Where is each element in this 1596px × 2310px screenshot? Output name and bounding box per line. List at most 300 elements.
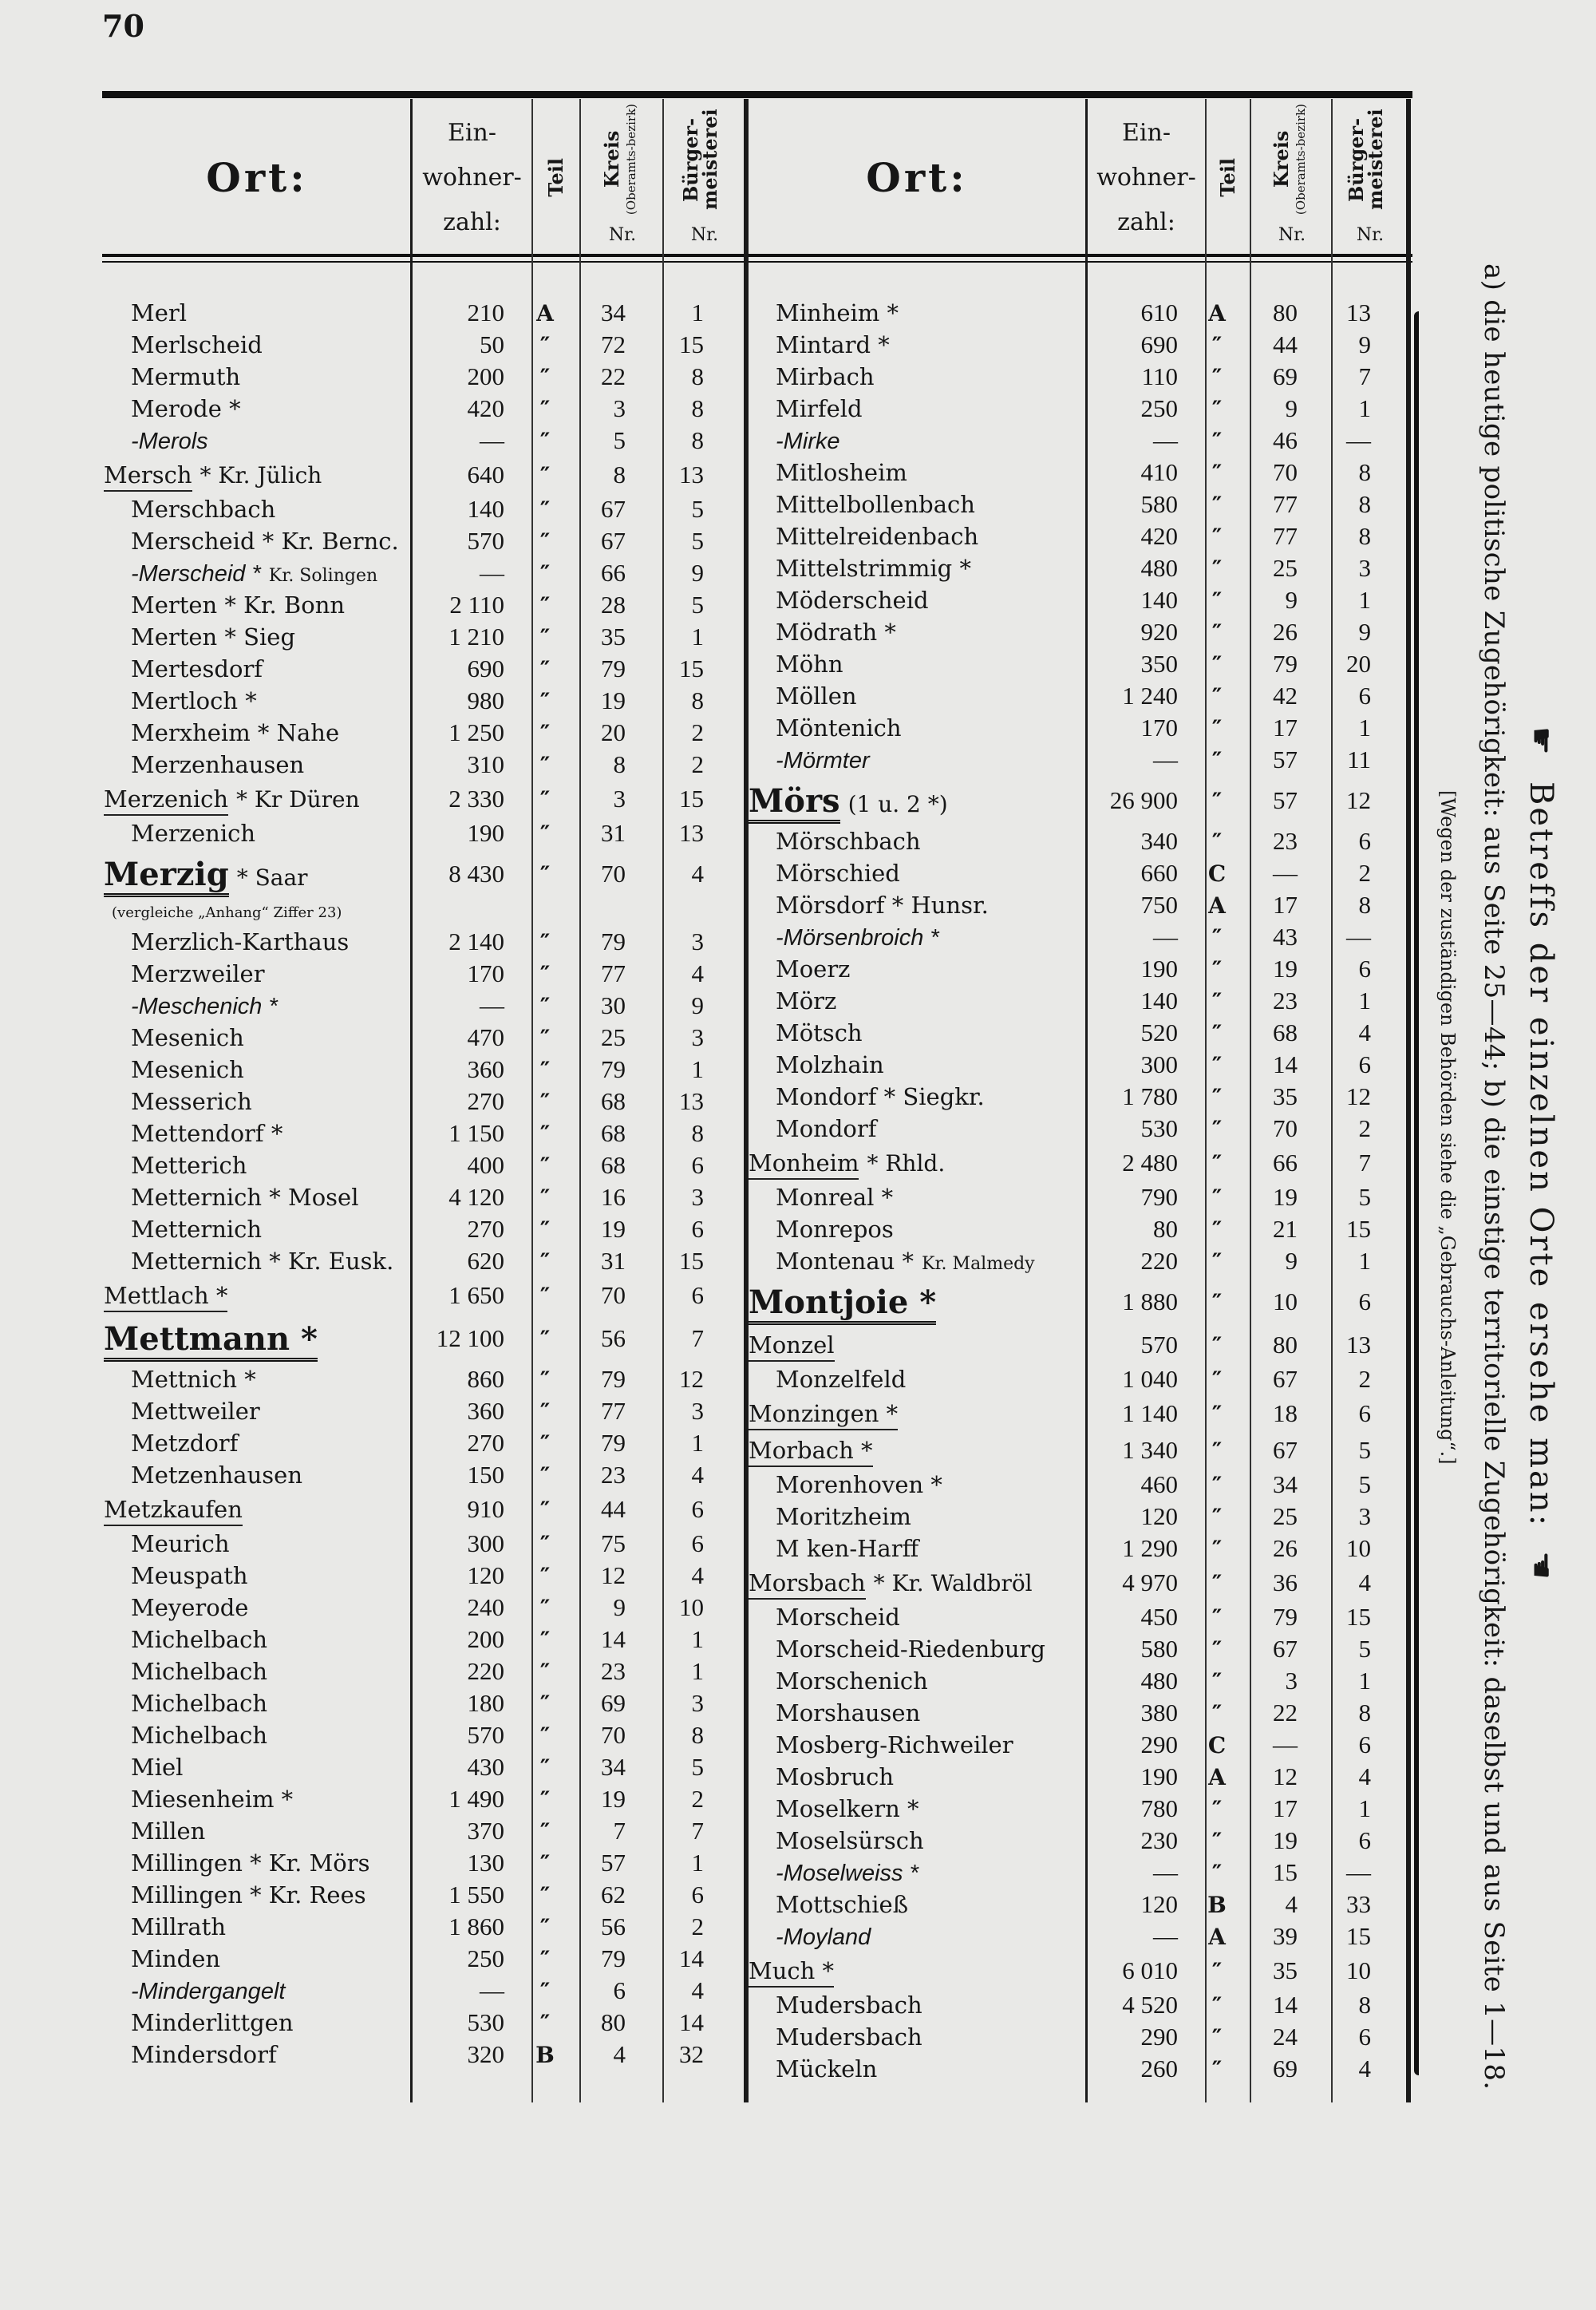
place-cell	[104, 1366, 410, 1393]
place-cell	[104, 751, 410, 778]
table-row	[104, 1363, 728, 1395]
place-name: Mirbach	[776, 363, 875, 390]
page-number: 70	[102, 8, 144, 44]
table-row	[104, 1911, 728, 1943]
header-buerger-text: Bürger-meisterei	[679, 109, 721, 211]
population-cell: 200	[467, 362, 504, 390]
kreis-nr-cell: 44	[1273, 330, 1298, 358]
population-cell: 150	[467, 1461, 504, 1489]
header-buerger	[664, 104, 744, 216]
buergermeisterei-nr-cell: 2	[691, 1912, 704, 1940]
place-name: Mettmann *	[104, 1320, 318, 1362]
place-cell	[749, 1731, 1085, 1758]
kreis-nr-cell: 34	[601, 1753, 626, 1781]
kreis-nr-cell: 3	[1285, 1667, 1298, 1695]
buergermeisterei-nr-cell: 4	[691, 1976, 704, 2004]
place-name: -Mirke	[776, 428, 840, 454]
kreis-nr-cell: 6	[613, 1976, 626, 2004]
population-cell: —	[480, 991, 504, 1019]
place-name: Moselkern *	[776, 1795, 919, 1822]
buergermeisterei-nr-cell: 13	[1346, 299, 1371, 326]
buergermeisterei-nr-cell: 6	[1358, 1050, 1371, 1078]
table-row	[104, 1022, 728, 1054]
place-cell	[749, 2023, 1085, 2051]
place-cell	[749, 1083, 1085, 1110]
population-cell: 80	[1153, 1215, 1178, 1243]
kreis-nr-cell: 17	[1273, 891, 1298, 919]
buergermeisterei-nr-cell: 6	[691, 1881, 704, 1909]
kreis-nr-cell: 21	[1273, 1215, 1298, 1243]
table-row	[104, 1624, 728, 1655]
place-name: Mertloch *	[131, 687, 257, 714]
teil-cell: A	[1208, 892, 1226, 919]
buergermeisterei-nr-cell: 2	[1358, 1114, 1371, 1142]
buergermeisterei-nr-cell: 5	[1358, 1183, 1371, 1211]
buergermeisterei-nr-cell: 8	[691, 1721, 704, 1749]
place-cell	[749, 587, 1085, 614]
kreis-nr-cell: 68	[601, 1087, 626, 1115]
population-cell: 270	[467, 1087, 504, 1115]
table-row	[749, 1113, 1395, 1145]
table-row	[749, 520, 1395, 552]
place-name: Morenhoven *	[776, 1471, 942, 1498]
teil-cell: ″	[539, 1977, 551, 2004]
place-cell	[104, 1496, 410, 1523]
kreis-nr-cell: 9	[1285, 1247, 1298, 1275]
teil-cell: C	[1207, 860, 1227, 887]
buergermeisterei-nr-cell: 4	[691, 1461, 704, 1489]
place-name: Metternich * Mosel	[131, 1184, 359, 1211]
population-cell: 190	[1140, 1762, 1178, 1790]
buergermeisterei-nr-cell: 8	[691, 426, 704, 454]
kreis-nr-cell: 19	[1273, 1826, 1298, 1854]
population-cell: 910	[467, 1495, 504, 1523]
place-name: Morbach *	[749, 1437, 873, 1467]
place-name: Meyerode	[131, 1594, 249, 1621]
buergermeisterei-nr-cell: 20	[1346, 650, 1371, 678]
table-row	[749, 1989, 1395, 2021]
place-qualifier: Kr. Malmedy	[922, 1254, 1035, 1274]
population-cell: —	[480, 559, 504, 587]
buergermeisterei-nr-cell: 4	[691, 860, 704, 888]
buergermeisterei-nr-cell: 6	[691, 1529, 704, 1557]
place-name: Merten * Kr. Bonn	[131, 591, 346, 619]
teil-cell: ″	[1211, 1400, 1223, 1427]
place-cell	[104, 820, 410, 847]
population-cell: 410	[1140, 458, 1178, 486]
place-name: Mindersdorf	[131, 2041, 277, 2068]
place-cell	[104, 1248, 410, 1275]
population-cell: 1 780	[1122, 1082, 1178, 1110]
place-name: Minheim *	[776, 299, 899, 326]
population-cell: 4 520	[1122, 1991, 1178, 2019]
table-row	[104, 926, 728, 958]
buergermeisterei-nr-cell: 8	[691, 1119, 704, 1147]
population-cell: 530	[1140, 1114, 1178, 1142]
table-row	[749, 825, 1395, 857]
place-name: Merode *	[131, 395, 241, 422]
population-cell: 1 550	[448, 1881, 504, 1909]
kreis-nr-cell: 68	[1273, 1019, 1298, 1046]
place-name: Millingen * Kr. Rees	[131, 1881, 366, 1909]
place-cell	[104, 427, 410, 455]
place-name: -Moselweiss *	[776, 1860, 918, 1886]
header-nr: Nr.	[608, 225, 637, 245]
table-row	[104, 1847, 728, 1879]
teil-cell: ″	[539, 395, 551, 422]
table-row	[104, 557, 728, 589]
place-cell	[749, 1503, 1085, 1530]
teil-cell: ″	[539, 1366, 551, 1393]
table-row	[749, 1049, 1395, 1081]
place-cell	[104, 1562, 410, 1589]
population-cell: 180	[467, 1689, 504, 1717]
table-row	[104, 1149, 728, 1181]
teil-cell: ″	[1211, 587, 1223, 614]
place-cell	[104, 904, 410, 921]
table-row	[104, 1879, 728, 1911]
place-cell	[749, 714, 1085, 742]
buergermeisterei-nr-cell: 6	[691, 1281, 704, 1309]
population-cell: —	[480, 426, 504, 454]
population-cell: 420	[467, 394, 504, 422]
population-cell: 460	[1140, 1470, 1178, 1498]
population-cell: 480	[1140, 554, 1178, 582]
kreis-nr-cell: 66	[601, 559, 626, 587]
kreis-nr-cell: 68	[601, 1151, 626, 1179]
population-cell: 140	[1140, 586, 1178, 614]
kreis-nr-cell: 18	[1273, 1399, 1298, 1427]
teil-cell: ″	[1211, 1471, 1223, 1498]
place-cell	[104, 1626, 410, 1653]
place-cell	[104, 1530, 410, 1557]
place-name: Michelbach	[131, 1626, 268, 1653]
population-cell: 610	[1140, 299, 1178, 326]
kreis-nr-cell: 80	[1273, 1331, 1298, 1359]
place-name: Millrath	[131, 1913, 227, 1940]
teil-cell: ″	[539, 960, 551, 987]
table-row	[104, 525, 728, 557]
place-cell	[104, 2009, 410, 2036]
kreis-nr-cell: 23	[601, 1657, 626, 1685]
kreis-nr-cell: 46	[1273, 426, 1298, 454]
place-cell	[104, 528, 410, 555]
table-row	[749, 552, 1395, 584]
teil-cell: ″	[539, 719, 551, 746]
table-row	[104, 1592, 728, 1624]
place-name: Much *	[749, 1957, 834, 1988]
place-name: Mötsch	[776, 1019, 863, 1046]
teil-cell: ″	[1211, 1604, 1223, 1631]
kreis-nr-cell: 8	[613, 461, 626, 489]
place-cell	[749, 1149, 1085, 1177]
population-cell: 430	[467, 1753, 504, 1781]
teil-cell: ″	[539, 1562, 551, 1589]
place-cell	[104, 331, 410, 358]
buergermeisterei-nr-cell: 3	[691, 1023, 704, 1051]
place-name: Merzenich	[104, 785, 228, 816]
place-cell	[104, 2041, 410, 2068]
kreis-nr-cell: 56	[601, 1324, 626, 1352]
place-name: Montenau *	[776, 1248, 915, 1275]
pointing-hand-icon: ☚	[1523, 1551, 1559, 1583]
buergermeisterei-nr-cell: 5	[1358, 1436, 1371, 1464]
kreis-nr-cell: 57	[1273, 786, 1298, 814]
place-name: Mondorf * Siegkr.	[776, 1083, 985, 1110]
place-name: Mörz	[776, 987, 837, 1015]
header-einw-line: zahl:	[1117, 208, 1175, 236]
kreis-nr-cell: 69	[601, 1689, 626, 1717]
table-row	[749, 1245, 1395, 1277]
place-cell	[104, 1977, 410, 2005]
buergermeisterei-nr-cell: 7	[691, 1817, 704, 1845]
place-cell	[749, 1535, 1085, 1562]
header-einw-line: Ein-	[1122, 118, 1171, 147]
kreis-nr-cell: 16	[601, 1183, 626, 1211]
kreis-nr-cell: 25	[1273, 554, 1298, 582]
table-row	[749, 921, 1395, 953]
table-row	[104, 1117, 728, 1149]
population-cell: 220	[1140, 1247, 1178, 1275]
place-cell	[104, 1282, 410, 1309]
place-cell	[749, 955, 1085, 983]
teil-cell: ″	[539, 1462, 551, 1489]
table-row	[749, 1533, 1395, 1564]
place-name: Merschbach	[131, 496, 276, 523]
place-name: -Merscheid *	[131, 560, 261, 587]
table-row	[104, 781, 728, 817]
place-name: Metternich * Kr. Eusk.	[131, 1248, 394, 1275]
teil-cell: ″	[1211, 459, 1223, 486]
header-teil-text: Teil	[544, 158, 567, 197]
population-cell: 140	[467, 495, 504, 523]
buergermeisterei-nr-cell: 6	[1358, 2023, 1371, 2051]
kreis-nr-cell: 3	[613, 785, 626, 813]
place-cell	[749, 1763, 1085, 1790]
kreis-nr-cell: 30	[601, 991, 626, 1019]
place-name: Metzenhausen	[131, 1462, 302, 1489]
header-nr: Nr.	[690, 225, 719, 245]
place-name: Mittelreidenbach	[776, 523, 979, 550]
table-row	[749, 297, 1395, 329]
population-cell: 570	[467, 527, 504, 555]
teil-cell: ″	[539, 820, 551, 847]
teil-cell: ″	[1211, 1699, 1223, 1727]
place-name: Merzenhausen	[131, 751, 305, 778]
population-cell: 420	[1140, 522, 1178, 550]
header-rule-1	[102, 254, 1412, 257]
place-name: Mettlach *	[104, 1282, 227, 1312]
table-row	[749, 1564, 1395, 1601]
buergermeisterei-nr-cell: 12	[1346, 786, 1371, 814]
side-note-text: Betreffs der einzelnen Orte ersehe man:	[1523, 781, 1559, 1528]
buergermeisterei-nr-cell: 6	[1358, 955, 1371, 983]
table-row	[104, 393, 728, 425]
teil-cell: ″	[1211, 2055, 1223, 2083]
kreis-nr-cell: 67	[1273, 1365, 1298, 1393]
buergermeisterei-nr-cell: 1	[1358, 987, 1371, 1015]
table-row	[104, 1687, 728, 1719]
buergermeisterei-nr-cell: 8	[1358, 490, 1371, 518]
table-row	[749, 1469, 1395, 1501]
kreis-nr-cell: 9	[613, 1593, 626, 1621]
teil-cell: ″	[1211, 746, 1223, 773]
place-name: Mesenich	[131, 1056, 244, 1083]
teil-cell: ″	[539, 1945, 551, 1972]
teil-cell: ″	[1211, 1331, 1223, 1359]
place-cell	[749, 395, 1085, 422]
teil-cell: ″	[539, 496, 551, 523]
teil-cell: ″	[539, 461, 551, 489]
buergermeisterei-nr-cell: 9	[1358, 330, 1371, 358]
place-cell	[104, 1184, 410, 1211]
teil-cell: ″	[1211, 1569, 1223, 1596]
population-cell: 570	[1140, 1331, 1178, 1359]
place-name: Mörschied	[776, 860, 900, 887]
buergermeisterei-nr-cell: —	[1346, 426, 1371, 454]
place-cell	[104, 1056, 410, 1083]
population-cell: 1 490	[448, 1785, 504, 1813]
kreis-nr-cell: 23	[1273, 827, 1298, 855]
header-einw-line: wohner-	[1096, 163, 1196, 192]
buergermeisterei-nr-cell: 9	[691, 991, 704, 1019]
table-row	[749, 1920, 1395, 1952]
population-cell: 580	[1140, 1635, 1178, 1663]
teil-cell: ″	[539, 785, 551, 813]
teil-cell: ″	[1211, 1667, 1223, 1695]
population-cell: 480	[1140, 1667, 1178, 1695]
buergermeisterei-nr-cell: 15	[679, 785, 704, 813]
buergermeisterei-nr-cell: 9	[1358, 618, 1371, 646]
place-cell	[749, 782, 1085, 820]
side-brace	[1414, 311, 1420, 2075]
table-row	[749, 776, 1395, 825]
kreis-nr-cell: 19	[1273, 955, 1298, 983]
place-cell	[104, 1754, 410, 1781]
kreis-nr-cell: 79	[601, 928, 626, 955]
table-row	[749, 1501, 1395, 1533]
place-name: Merten * Sieg	[131, 623, 296, 651]
population-cell: 170	[1140, 714, 1178, 742]
kreis-nr-cell: 43	[1273, 923, 1298, 951]
teil-cell: ″	[1211, 363, 1223, 390]
buergermeisterei-nr-cell: 12	[679, 1365, 704, 1393]
place-qualifier: Kr. Solingen	[268, 565, 378, 586]
buergermeisterei-nr-cell: 4	[1358, 2055, 1371, 2083]
population-cell: —	[1153, 1922, 1178, 1950]
buergermeisterei-nr-cell: 3	[691, 1183, 704, 1211]
buergermeisterei-nr-cell: 15	[679, 330, 704, 358]
teil-cell: ″	[539, 1530, 551, 1557]
kreis-nr-cell: 14	[1273, 1050, 1298, 1078]
teil-cell: ″	[539, 1184, 551, 1211]
buergermeisterei-nr-cell: 6	[691, 1215, 704, 1243]
teil-cell: A	[1208, 299, 1226, 326]
table-row	[104, 1054, 728, 1086]
teil-cell: ″	[539, 591, 551, 619]
teil-cell: ″	[1211, 1535, 1223, 1562]
population-cell: 310	[467, 750, 504, 778]
table-row	[104, 1213, 728, 1245]
kreis-nr-cell: 35	[1273, 1082, 1298, 1110]
population-cell: 860	[467, 1365, 504, 1393]
place-qualifier: * Kr Düren	[236, 786, 360, 813]
place-name: Montjoie *	[749, 1284, 936, 1325]
place-name: Monrepos	[776, 1216, 894, 1243]
population-cell: 110	[1141, 362, 1178, 390]
population-cell: 12 100	[436, 1324, 504, 1352]
kreis-nr-cell: 3	[613, 394, 626, 422]
place-cell	[104, 560, 410, 587]
table-row	[749, 329, 1395, 361]
teil-cell: ″	[539, 1152, 551, 1179]
place-cell	[104, 1120, 410, 1147]
teil-cell: ″	[539, 623, 551, 651]
kreis-nr-cell: 19	[601, 686, 626, 714]
teil-cell: A	[536, 299, 554, 326]
place-cell	[749, 555, 1085, 582]
population-cell: 690	[1140, 330, 1178, 358]
place-name: Möhn	[776, 651, 843, 678]
place-name: Monreal *	[776, 1184, 894, 1211]
buergermeisterei-nr-cell: 8	[691, 362, 704, 390]
buergermeisterei-nr-cell: 4	[1358, 1762, 1371, 1790]
population-cell: 120	[467, 1561, 504, 1589]
kreis-nr-cell: 25	[601, 1023, 626, 1051]
teil-cell: ″	[1211, 787, 1223, 814]
kreis-nr-cell: 42	[1273, 682, 1298, 710]
place-cell	[749, 1216, 1085, 1243]
table-row	[104, 1491, 728, 1528]
teil-cell: ″	[539, 992, 551, 1019]
place-cell	[749, 1248, 1085, 1275]
table-row	[749, 1857, 1395, 1889]
teil-cell: ″	[1211, 2023, 1223, 2051]
place-name: Mosberg-Richweiler	[776, 1731, 1013, 1758]
population-cell: —	[1153, 1858, 1178, 1886]
table-row	[749, 712, 1395, 744]
population-cell: 130	[467, 1849, 504, 1877]
population-cell: 470	[467, 1023, 504, 1051]
table-row	[104, 2007, 728, 2039]
place-cell	[749, 459, 1085, 486]
population-cell: 1 250	[448, 718, 504, 746]
place-name: Moselsürsch	[776, 1827, 924, 1854]
teil-cell: ″	[539, 2009, 551, 2036]
kreis-nr-cell: 68	[601, 1119, 626, 1147]
buergermeisterei-nr-cell: 5	[1358, 1470, 1371, 1498]
place-cell	[104, 1786, 410, 1813]
place-cell	[749, 1471, 1085, 1498]
population-cell: 570	[467, 1721, 504, 1749]
place-cell	[749, 1827, 1085, 1854]
teil-cell: ″	[539, 1248, 551, 1275]
header-kreis	[581, 104, 662, 216]
population-cell: 1 150	[448, 1119, 504, 1147]
population-cell: 750	[1140, 891, 1178, 919]
place-name: Mudersbach	[776, 1992, 922, 2019]
kreis-nr-cell: 35	[1273, 1956, 1298, 1984]
teil-cell: ″	[539, 1216, 551, 1243]
teil-cell: ″	[1211, 828, 1223, 855]
teil-cell: ″	[1211, 1503, 1223, 1530]
teil-cell: ″	[1211, 1636, 1223, 1663]
population-cell: 1 240	[1122, 682, 1178, 710]
population-cell: 300	[467, 1529, 504, 1557]
teil-cell: ″	[539, 751, 551, 778]
kreis-nr-cell: 79	[601, 1055, 626, 1083]
header-kreis-sub: (Oberamts-bezirk)	[1294, 104, 1308, 216]
